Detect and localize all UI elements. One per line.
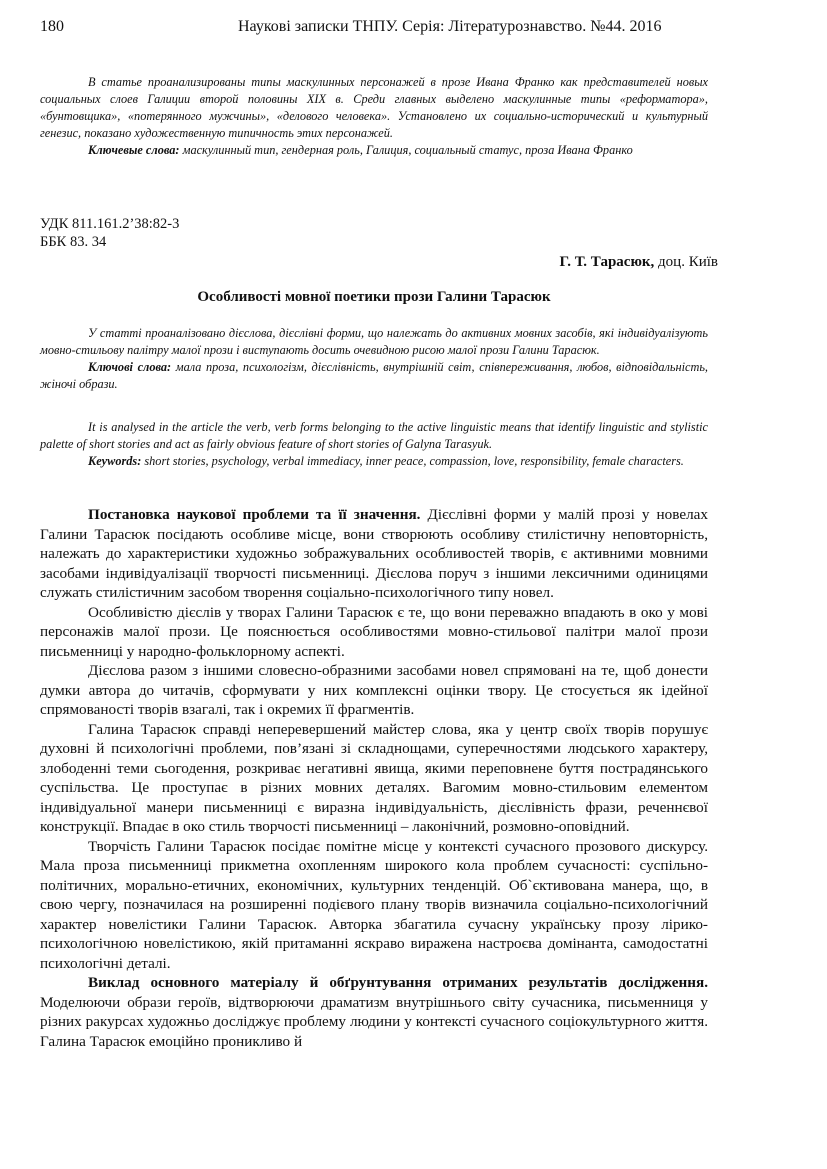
english-keywords [40, 453, 708, 470]
running-header [40, 18, 708, 38]
paragraph-3: Дієслова разом з іншими словесно-образними засобами новел спрямовані на те, щоб донести думки автора до читачів, сформувати у них комплексні оцінки твору. Це стосується як ідейної спрямованості творів взагалі, так і окремих її фрагментів. [40, 662, 708, 718]
classification-codes [40, 215, 179, 251]
paragraph-6 [40, 973, 708, 1051]
english-keywords-label: Keywords: [88, 454, 142, 468]
russian-abstract-text: В статье проанализированы типы маскулинных персонажей в прозе Ивана Франко как представителей новых социальных слоев Галиции второй половины XIX в. Среди главных выделено маскулинные типы «реформатора», «бунтовщика», «потерянного мужчины», «делового человека». Установлено их социально-исторический и культурный генезис, показано художественную типичность этих персонажей. [40, 75, 708, 140]
paragraph-2: Особливістю дієслів у творах Галини Тарасюк є те, що вони переважно впадають в око у мові персонажів малої прози. Це пояснюється особливостями мовно-стильової палітри малої прози письменниці у народно-фольклорному аспекті. [40, 603, 708, 660]
russian-keywords-list: маскулинный тип, гендерная роль, Галиция, социальный статус, проза Ивана Франко [179, 143, 633, 157]
bbk-code: ББК 83. 34 [40, 234, 107, 250]
journal-title: Наукові записки ТНПУ. Серія: Літературознавство. №44. 2016 [238, 18, 662, 35]
paragraph-6-text: Моделюючи образи героїв, відтворюючи драматизм внутрішнього світу сучасника, письменниця у різних ракурсах художньо досліджує проблему людини у контексті сучасного соціокультурного життя. Галина Тарасюк емоційно проникливо й [40, 993, 708, 1050]
paragraph-4: Галина Тарасюк справді неперевершений майстер слова, яка у центр своїх творів порушує духовні й психологічні проблеми, пов’язані зі складнощами, суперечностями людського характеру, злободенні теми сьогодення, розкриває негативні явища, якими переповнене буття пострадянського суспільства. Це проступає в різних мовних деталях. Вагомим мовно-стильовим елементом індивідуальної манери письменниці є виразна індивідуальність, дієслівність фрази, реченнєвої конструкції. Впадає в око стиль творчості письменниці – лаконічний, розмовно-оповідний. [40, 720, 708, 835]
paragraph-1 [40, 505, 708, 603]
ukrainian-keywords-list: мала проза, психологізм, дієслівність, внутрішній світ, співпереживання, любов, відповідальність, жіночі образи. [40, 360, 708, 391]
paragraph-1-text: Дієслівні форми у малій прозі у новелах Галини Тарасюк посідають особливе місце, вони створюють особливу стилістичну неповторність, належать до характеристики художньо зображувальних особливостей творів, є активними мовними засобами індивідуалізації творчості письменниці. Дієслова поруч з іншими лексичними одиницями служать стилістичним засобом творення соціально-психологічного типу новел. [40, 506, 708, 601]
paragraph-5: Творчість Галини Тарасюк посідає помітне місце у контексті сучасного прозового дискурсу. Мала проза письменниці прикметна охопленням широкого кола проблем сучасності: суспільно-політичних, морально-етичних, економічних, культурних тенденцій. Об`єктивована манера, що, в свою чергу, позначилася на розширенні подієвого плану творів визначила соціально-психологічний характер новелістики Галини Тарасюк. Авторка збагатила сучасну українську прозу лірико-психологічною новелістикою, якій притаманні яскраво виражена настроєва домінанта, самодостатні психологічні деталі. [40, 837, 708, 972]
article-title: Особливості мовної поетики прози Галини Тарасюк [197, 289, 551, 305]
russian-keywords-label: Ключевые слова: [88, 143, 180, 157]
article-body [40, 505, 708, 1051]
page-number: 180 [40, 18, 64, 35]
ukrainian-abstract-text: У статті проаналізовано дієслова, дієслівні форми, що належать до активних мовних засобів, які індивідуалізують мовно-стильову палітру малої прози і виступають досить очевидною рисою малої прози Галини Тарасюк. [40, 326, 708, 357]
english-abstract [40, 419, 708, 470]
section-heading-main: Виклад основного матеріалу й обґрунтування отриманих результатів дослідження. [88, 974, 708, 991]
russian-keywords [40, 142, 708, 159]
ukrainian-keywords [40, 359, 708, 393]
section-heading-problem: Постановка наукової проблеми та її значення. [88, 506, 421, 523]
udk-code: УДК 811.161.2’38:82-3 [40, 216, 180, 232]
english-abstract-text: It is analysed in the article the verb, verb forms belonging to the active linguistic means that identify linguistic and stylistic palette of short stories and act as fairly obvious feature of short stories of Galyna Tarasyuk. [40, 420, 708, 451]
author-name: Г. Т. Тарасюк, [559, 254, 655, 270]
english-keywords-list: short stories, psychology, verbal immediacy, inner peace, compassion, love, responsibility, female characters. [141, 454, 684, 468]
ukrainian-abstract [40, 325, 708, 393]
ukrainian-keywords-label: Ключові слова: [88, 360, 172, 374]
author-line [559, 254, 718, 271]
author-affiliation: доц. Київ [654, 254, 718, 270]
russian-abstract [40, 74, 708, 159]
